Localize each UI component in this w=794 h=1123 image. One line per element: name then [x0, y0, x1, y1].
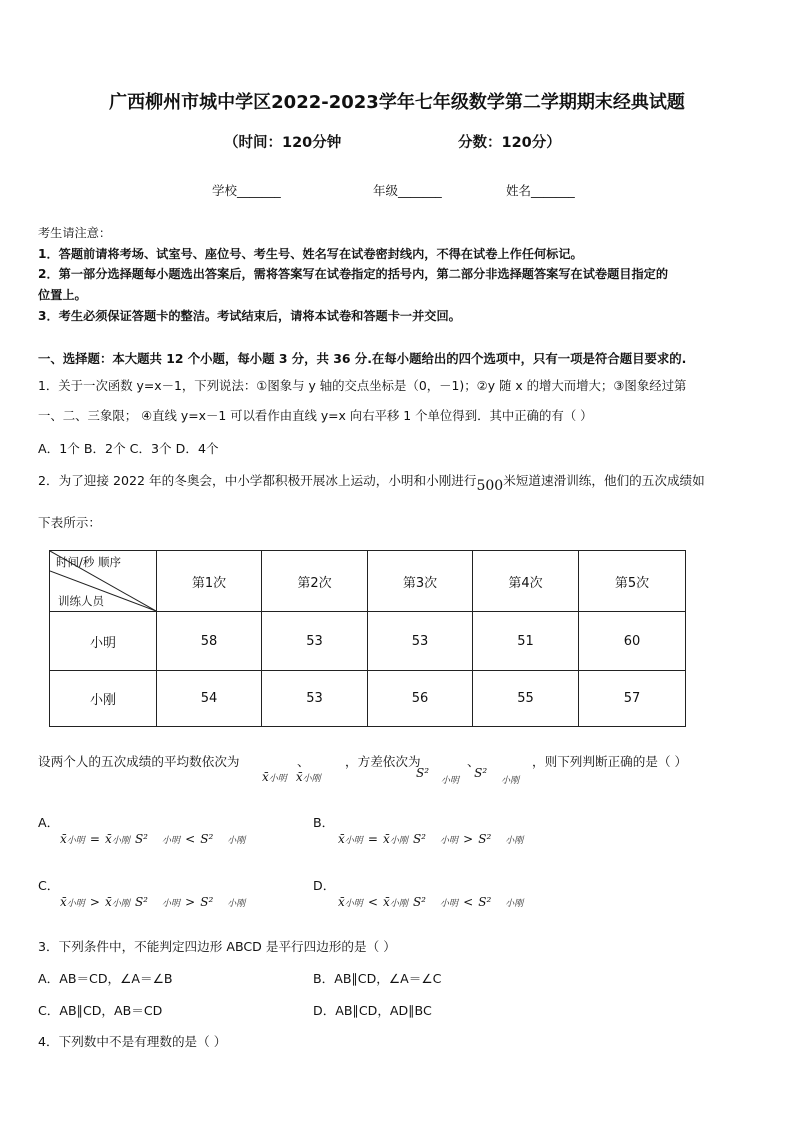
- xbar-symbol: x̄: [383, 832, 390, 846]
- q2-line1b: 米短道速滑训练，他们的五次成绩如: [503, 473, 705, 488]
- s2-symbol: S²: [134, 832, 148, 846]
- xbar-symbol: x̄: [383, 895, 390, 909]
- table-cell: 53: [368, 612, 473, 671]
- xbar-symbol: x̄: [60, 832, 67, 846]
- q2-line2: 下表所示：: [38, 515, 101, 530]
- page-title: 广西柳州市城中学区2022-2023学年七年级数学第二学期期末经典试题: [109, 92, 685, 113]
- table-cell: 53: [262, 612, 368, 671]
- q2-stem-b: ，方差依次为: [345, 754, 421, 769]
- q3-stem: 3．下列条件中，不能判定四边形 ABCD 是平行四边形的是（ ）: [38, 939, 396, 954]
- sub-label: 小明: [441, 776, 460, 786]
- stem-symbols: [262, 766, 321, 785]
- q2-option-a-label: A．: [38, 815, 60, 830]
- op-symbol: >: [185, 895, 196, 909]
- s2-symbol: S²: [134, 895, 148, 909]
- q2-option-b-expr: [338, 828, 523, 847]
- table-cell: 51: [473, 612, 579, 671]
- table-header: 第2次: [262, 551, 368, 612]
- note-3: 3．考生必须保证答题卡的整洁。考试结束后，请将本试卷和答题卡一并交回。: [38, 309, 461, 323]
- table-cell: 55: [473, 671, 579, 727]
- q1-line1: 1．关于一次函数 y=x－1，下列说法：①图象与 y 轴的交点坐标是（0，－1)；②y 随 x 的增大而增大；③图象经过第: [38, 378, 687, 393]
- sub-label: 小刚: [501, 776, 520, 786]
- q2-stem-d: ，则下列判断正确的是（ ）: [532, 754, 688, 769]
- sub-label: 小明: [161, 836, 180, 846]
- exam-score: 分数：120分）: [458, 135, 561, 151]
- table-cell: 58: [157, 612, 262, 671]
- op-symbol: =: [89, 832, 100, 846]
- q2-option-c-expr: [60, 891, 245, 910]
- sub-label: 小明: [161, 899, 180, 909]
- s2-symbol: S²: [412, 832, 426, 846]
- notes-heading: 考生请注意：: [38, 226, 112, 240]
- table-header: 第4次: [473, 551, 579, 612]
- op-symbol: >: [463, 832, 474, 846]
- q3-option-c: C．AB∥CD，AB＝CD: [38, 1003, 163, 1018]
- exam-time: （时间：120分钟: [224, 135, 342, 151]
- table-row: [50, 671, 686, 727]
- q1-line2: 一、二、三象限； ④直线 y=x－1 可以看作由直线 y=x 向右平移 1 个单位得到．其中正确的有（ ）: [38, 408, 593, 423]
- row-name: 小刚: [50, 671, 157, 727]
- school-field: 学校_______: [212, 183, 281, 198]
- sub-label: 小刚: [111, 899, 130, 909]
- name-field: 姓名_______: [506, 183, 575, 198]
- q2-option-b-label: B．: [313, 815, 335, 830]
- xbar-symbol: x̄: [262, 770, 269, 784]
- xbar-symbol: x̄: [338, 895, 345, 909]
- sub-label: 小明: [439, 899, 458, 909]
- sub-label: 小明: [344, 899, 363, 909]
- sub-label: 小明: [344, 836, 363, 846]
- op-symbol: <: [185, 832, 196, 846]
- score-table: [49, 550, 686, 727]
- s2-symbol: S²: [478, 895, 492, 909]
- q2-option-d-expr: [338, 891, 523, 910]
- q2-line1a: 2．为了迎接 2022 年的冬奥会，中小学都积极开展冰上运动，小明和小刚进行: [38, 473, 477, 488]
- note-1: 1．答题前请将考场、试室号、座位号、考生号、姓名写在试卷密封线内，不得在试卷上作任何标记。: [38, 247, 583, 261]
- sub-label: 小刚: [389, 899, 408, 909]
- table-cell: 53: [262, 671, 368, 727]
- op-symbol: =: [367, 832, 378, 846]
- sub-label: 小刚: [505, 836, 524, 846]
- table-corner: [50, 551, 157, 612]
- s2-symbol: S²: [478, 832, 492, 846]
- s2-symbol: S²: [200, 832, 214, 846]
- s2-symbol: S²: [474, 766, 488, 780]
- op-symbol: <: [463, 895, 474, 909]
- table-cell: 57: [579, 671, 686, 727]
- q2-line1: [38, 470, 705, 494]
- xbar-symbol: x̄: [105, 895, 112, 909]
- note-2: 2．第一部分选择题每小题选出答案后，需将答案写在试卷指定的括号内，第二部分非选择题答案写在试卷题目指定的: [38, 267, 669, 281]
- corner-bottom-label: 训练人员: [58, 594, 104, 608]
- xbar-symbol: x̄: [105, 832, 112, 846]
- section-heading: 一、选择题：本大题共 12 个小题，每小题 3 分，共 36 分.在每小题给出的四个选项中，只有一项是符合题目要求的.: [38, 351, 687, 366]
- q2-stem-sep: 、: [297, 754, 310, 769]
- grade-field: 年级_______: [373, 183, 442, 198]
- sub-label: 小刚: [389, 836, 408, 846]
- q3-option-a: A．AB＝CD，∠A＝∠B: [38, 971, 173, 986]
- sub-label: 小刚: [111, 836, 130, 846]
- table-header: 第1次: [157, 551, 262, 612]
- sub-label: 小刚: [227, 836, 246, 846]
- q4-stem: 4．下列数中不是有理数的是（ ）: [38, 1034, 227, 1049]
- q2-stem-c: 、: [467, 754, 480, 769]
- q2-stem-a: 设两个人的五次成绩的平均数依次为: [38, 754, 240, 769]
- table-cell: 56: [368, 671, 473, 727]
- table-header: 第5次: [579, 551, 686, 612]
- q1-options: A．1个 B．2个 C．3个 D．4个: [38, 441, 219, 456]
- table-cell: 54: [157, 671, 262, 727]
- sub-label: 小刚: [302, 774, 321, 784]
- op-symbol: >: [89, 895, 100, 909]
- q3-option-b: B．AB∥CD，∠A＝∠C: [313, 971, 442, 986]
- s2-symbol: S²: [412, 895, 426, 909]
- xbar-symbol: x̄: [338, 832, 345, 846]
- table-row: [50, 612, 686, 671]
- note-2-cont: 位置上。: [38, 288, 87, 302]
- table-header: 第3次: [368, 551, 473, 612]
- sub-label: 小刚: [227, 899, 246, 909]
- q2-num500: 500: [476, 478, 504, 494]
- xbar-symbol: x̄: [295, 770, 303, 784]
- corner-top-label: 时间/秒 顺序: [56, 555, 122, 569]
- q2-option-c-label: C．: [38, 878, 60, 893]
- s2-symbol: S²: [416, 766, 430, 780]
- stem-variance-symbols: [416, 762, 520, 786]
- q2-option-d-label: D．: [313, 878, 336, 893]
- sub-label: 小明: [66, 836, 85, 846]
- sub-label: 小明: [66, 899, 85, 909]
- q2-option-a-expr: [60, 828, 245, 847]
- sub-label: 小明: [439, 836, 458, 846]
- s2-symbol: S²: [200, 895, 214, 909]
- row-name: 小明: [50, 612, 157, 671]
- sub-label: 小明: [268, 774, 287, 784]
- xbar-symbol: x̄: [60, 895, 67, 909]
- q3-option-d: D．AB∥CD，AD∥BC: [313, 1003, 432, 1018]
- op-symbol: <: [367, 895, 378, 909]
- sub-label: 小刚: [505, 899, 524, 909]
- table-cell: 60: [579, 612, 686, 671]
